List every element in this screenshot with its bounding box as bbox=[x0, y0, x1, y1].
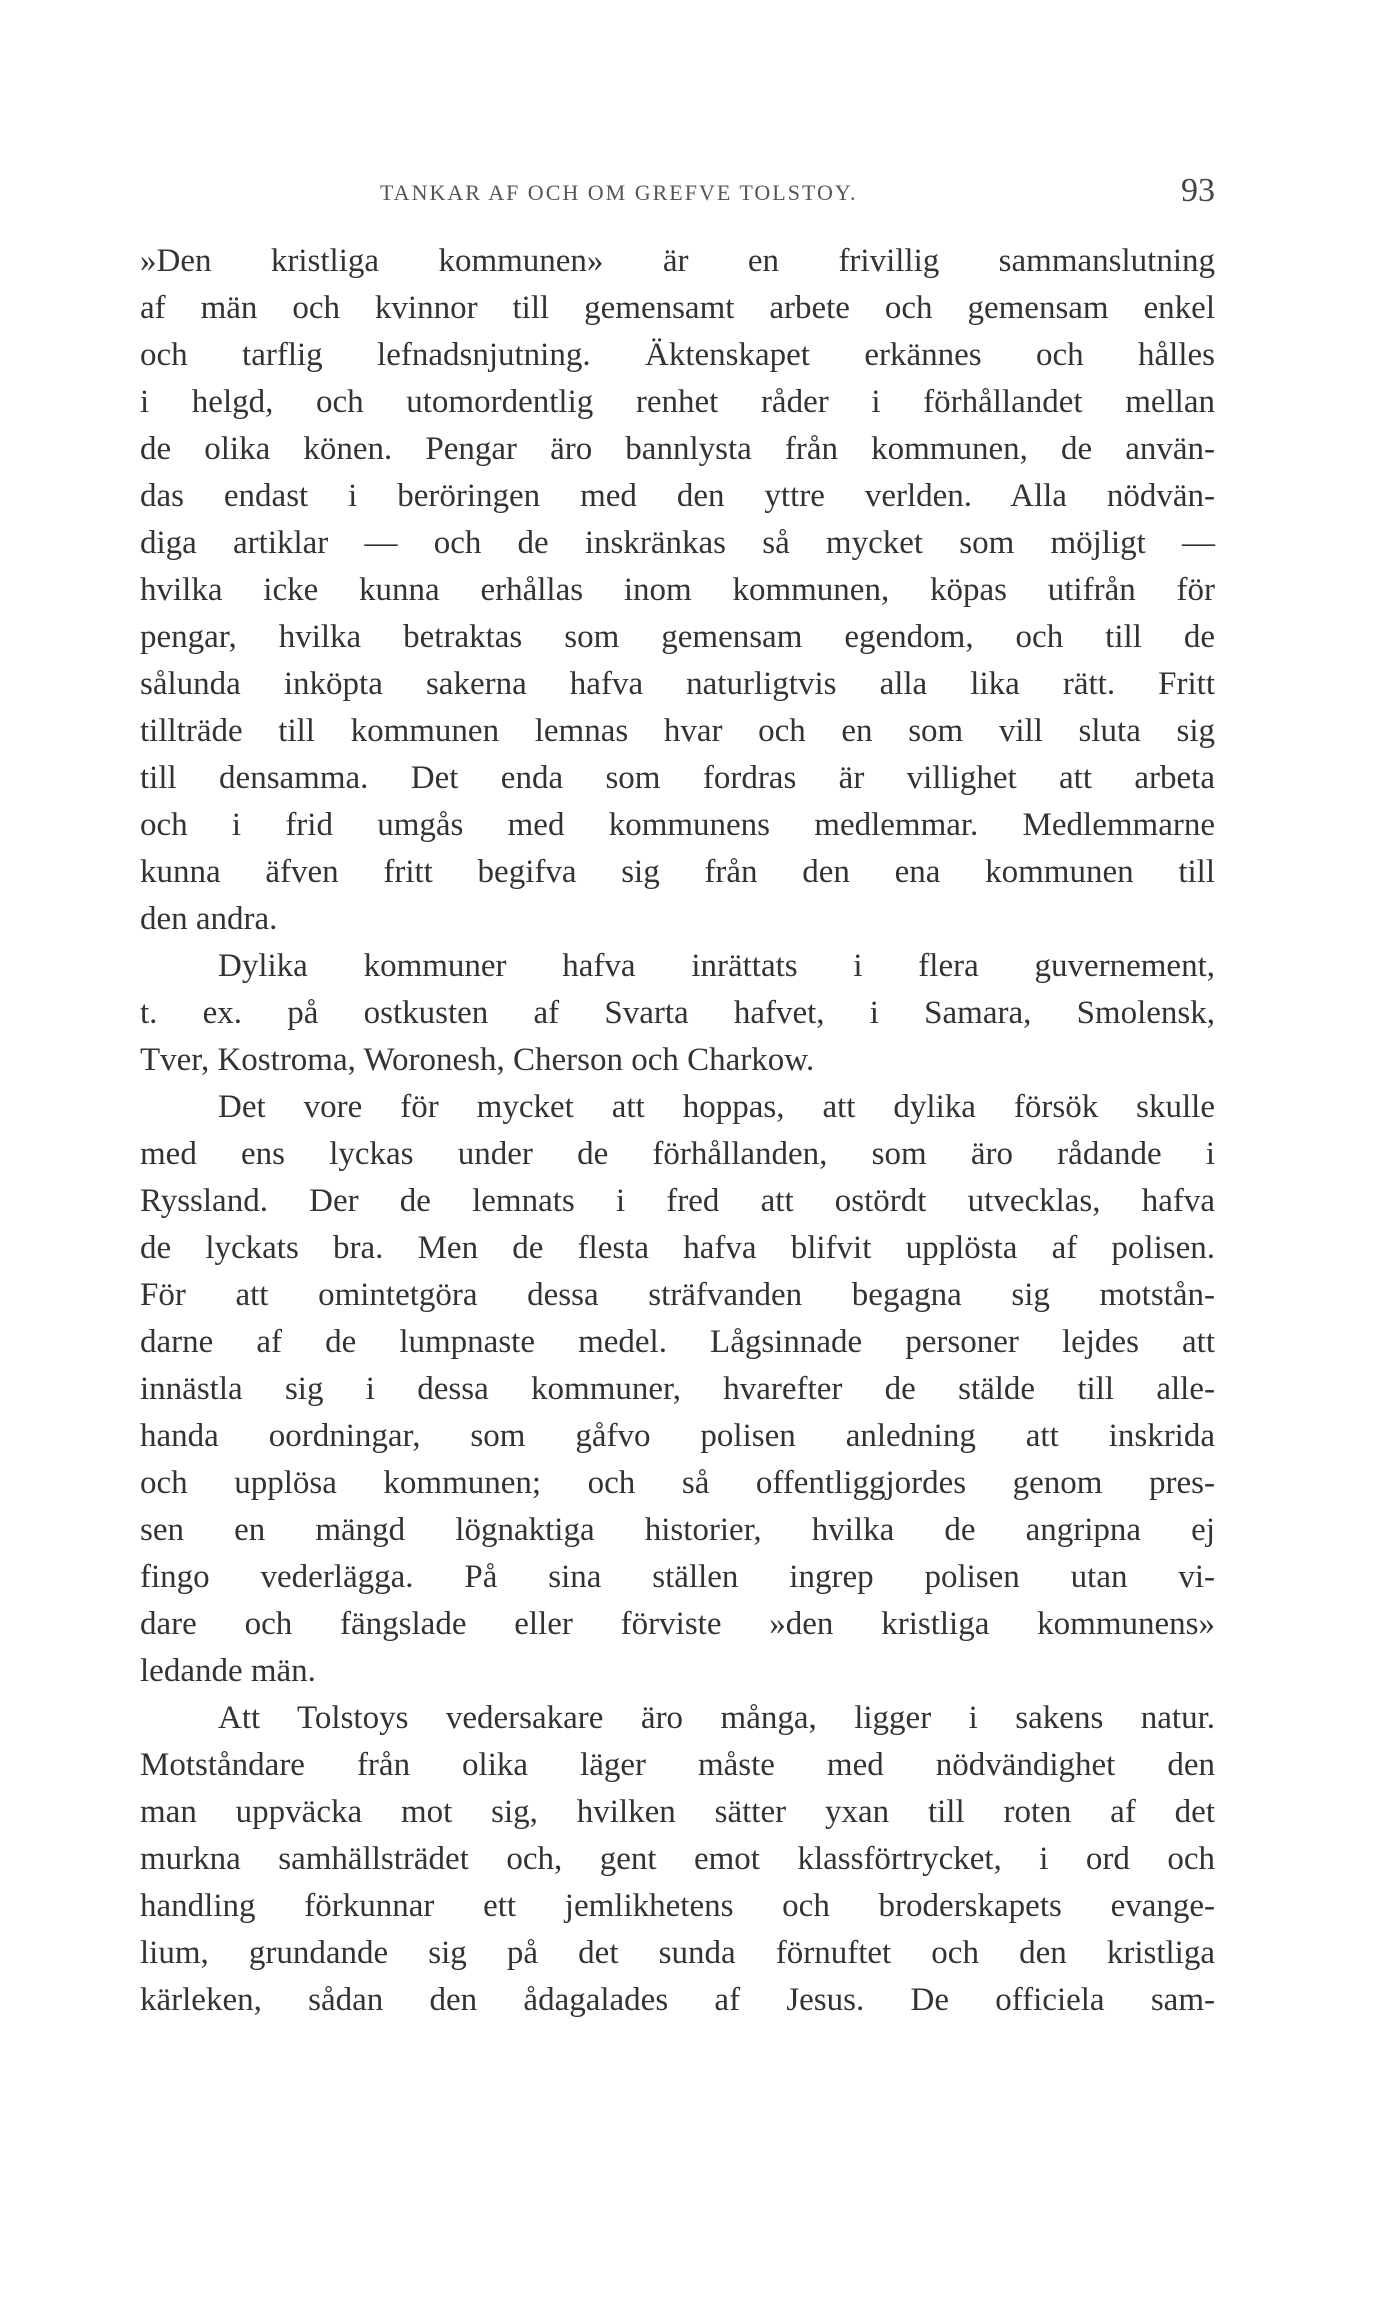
text-line: Att Tolstoys vedersakare äro många, ligger i sakens natur. bbox=[218, 1700, 1215, 1736]
text-line: diga artiklar — och de inskränkas så mycket som möjligt — bbox=[140, 525, 1215, 561]
text-line: t. ex. på ostkusten af Svarta hafvet, i Samara, Smolensk, bbox=[140, 995, 1215, 1031]
text-line: handa oordningar, som gåfvo polisen anledning att inskrida bbox=[140, 1418, 1215, 1454]
text-line: kunna äfven fritt begifva sig från den ena kommunen till bbox=[140, 854, 1215, 890]
text-line: de lyckats bra. Men de flesta hafva blifvit upplösta af polisen. bbox=[140, 1230, 1215, 1266]
paragraph bbox=[140, 1084, 1215, 1695]
text-line: Det vore för mycket att hoppas, att dylika försök skulle bbox=[218, 1089, 1215, 1125]
text-line: af män och kvinnor till gemensamt arbete och gemensam enkel bbox=[140, 290, 1215, 326]
text-line: kärleken, sådan den ådagalades af Jesus. De officiela sam- bbox=[140, 1982, 1215, 2018]
body-text bbox=[140, 238, 1215, 2024]
text-line: För att omintetgöra dessa sträfvanden begagna sig motstån- bbox=[140, 1277, 1215, 1313]
text-line: och upplösa kommunen; och så offentliggjordes genom pres- bbox=[140, 1465, 1215, 1501]
text-line: fingo vederlägga. På sina ställen ingrep polisen utan vi- bbox=[140, 1559, 1215, 1595]
text-line: och i frid umgås med kommunens medlemmar. Medlemmarne bbox=[140, 807, 1215, 843]
text-line: dare och fängslade eller förviste »den kristliga kommunens» bbox=[140, 1606, 1215, 1642]
paragraph bbox=[140, 943, 1215, 1084]
text-line: de olika könen. Pengar äro bannlysta från kommunen, de använ- bbox=[140, 431, 1215, 467]
text-line: sen en mängd lögnaktiga historier, hvilka de angripna ej bbox=[140, 1512, 1215, 1548]
text-line: till densamma. Det enda som fordras är villighet att arbeta bbox=[140, 760, 1215, 796]
text-line: Ryssland. Der de lemnats i fred att ostördt utvecklas, hafva bbox=[140, 1183, 1215, 1219]
text-line: ledande män. bbox=[140, 1653, 316, 1689]
text-line: innästla sig i dessa kommuner, hvarefter de stälde till alle- bbox=[140, 1371, 1215, 1407]
text-line: handling förkunnar ett jemlikhetens och broderskapets evange- bbox=[140, 1888, 1215, 1924]
text-line: murkna samhällsträdet och, gent emot klassförtrycket, i ord och bbox=[140, 1841, 1215, 1877]
text-line: Motståndare från olika läger måste med nödvändighet den bbox=[140, 1747, 1215, 1783]
text-line: Dylika kommuner hafva inrättats i flera guvernement, bbox=[218, 948, 1215, 984]
paragraph bbox=[140, 238, 1215, 943]
text-line: darne af de lumpnaste medel. Lågsinnade personer lejdes att bbox=[140, 1324, 1215, 1360]
text-line: Tver, Kostroma, Woronesh, Cherson och Charkow. bbox=[140, 1042, 815, 1078]
text-line: och tarflig lefnadsnjutning. Äktenskapet erkännes och hålles bbox=[140, 337, 1215, 373]
text-line: hvilka icke kunna erhållas inom kommunen, köpas utifrån för bbox=[140, 572, 1215, 608]
running-head bbox=[140, 172, 1215, 212]
text-line: man uppväcka mot sig, hvilken sätter yxan till roten af det bbox=[140, 1794, 1215, 1830]
text-line: den andra. bbox=[140, 901, 278, 937]
text-line: med ens lyckas under de förhållanden, som äro rådande i bbox=[140, 1136, 1215, 1172]
text-line: i helgd, och utomordentlig renhet råder i förhållandet mellan bbox=[140, 384, 1215, 420]
page-number: 93 bbox=[1181, 172, 1215, 209]
paragraph bbox=[140, 1695, 1215, 2024]
text-line: das endast i beröringen med den yttre verlden. Alla nödvän- bbox=[140, 478, 1215, 514]
text-line: sålunda inköpta sakerna hafva naturligtvis alla lika rätt. Fritt bbox=[140, 666, 1215, 702]
text-line: tillträde till kommunen lemnas hvar och en som vill sluta sig bbox=[140, 713, 1215, 749]
text-line: lium, grundande sig på det sunda förnuftet och den kristliga bbox=[140, 1935, 1215, 1971]
text-line: pengar, hvilka betraktas som gemensam egendom, och till de bbox=[140, 619, 1215, 655]
text-line: »Den kristliga kommunen» är en frivillig sammanslutning bbox=[140, 243, 1215, 279]
running-title: TANKAR AF OCH OM GREFVE TOLSTOY. bbox=[380, 180, 858, 205]
